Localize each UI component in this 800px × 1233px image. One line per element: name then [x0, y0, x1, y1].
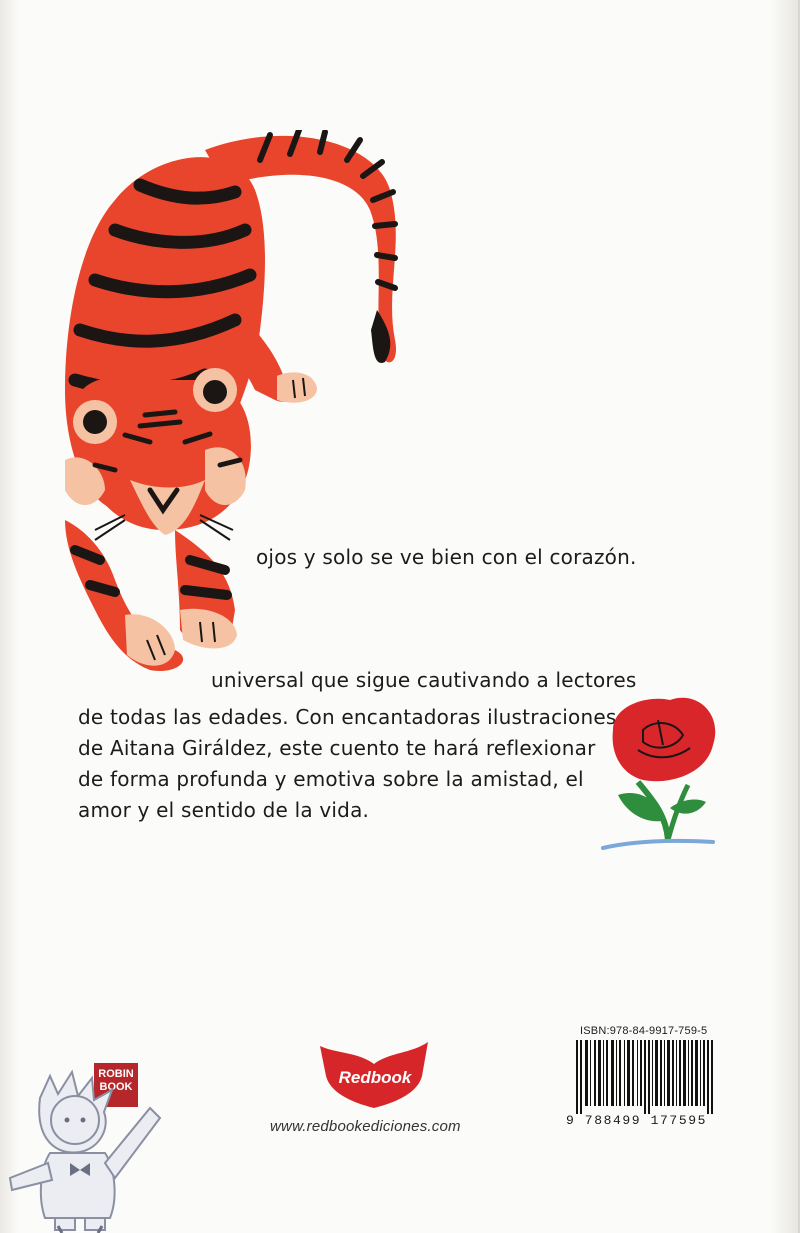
- description-line: de Aitana Giráldez, este cuento te hará reflexionar: [78, 736, 596, 760]
- little-prince-sticker: [0, 1068, 170, 1233]
- barcode-digits: 9 788499 177595: [566, 1113, 708, 1128]
- description-line: de todas las edades. Con encantadoras ilustraciones: [78, 705, 617, 729]
- imprint-line: ROBIN: [98, 1068, 134, 1080]
- imprint-line: BOOK: [99, 1081, 133, 1093]
- tiger-illustration: [55, 130, 415, 680]
- synopsis-line: ojos y solo se ve bien con el corazón.: [256, 545, 637, 569]
- description-line: universal que sigue cautivando a lectores: [211, 668, 637, 692]
- description-line: amor y el sentido de la vida.: [78, 798, 370, 822]
- barcode-bars: [566, 1040, 726, 1114]
- rose-illustration: [598, 690, 723, 855]
- publisher-logo-text: Redbook: [338, 1068, 412, 1087]
- isbn-label: ISBN:978-84-9917-759-5: [580, 1025, 708, 1037]
- description-line: de forma profunda y emotiva sobre la amistad, el: [78, 767, 584, 791]
- publisher-website[interactable]: www.redbookediciones.com: [270, 1118, 461, 1135]
- isbn-barcode: [566, 1025, 726, 1135]
